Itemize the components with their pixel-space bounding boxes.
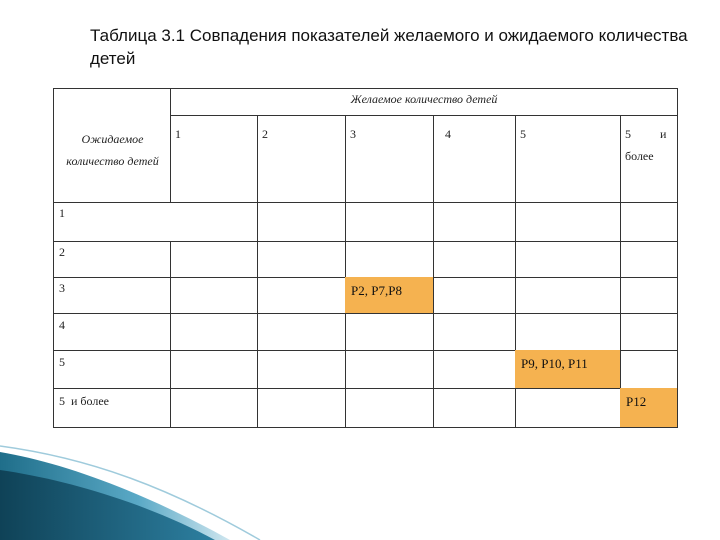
row-label: 5 bbox=[59, 355, 65, 369]
row-label: 2 bbox=[59, 245, 65, 259]
expected-count-header: Ожидаемое количество детей bbox=[66, 132, 159, 168]
column-header: 1 bbox=[175, 127, 181, 141]
row-label: 4 bbox=[59, 318, 65, 332]
row-label: 3 bbox=[59, 281, 65, 295]
table-title: Таблица 3.1 Совпадения показателей желаемого и ожидаемого количества детей bbox=[90, 26, 688, 68]
highlight-text: P2, P7,P8 bbox=[351, 283, 402, 298]
column-header: 2 bbox=[262, 127, 268, 141]
row-label: 1 bbox=[59, 206, 65, 220]
column-header-last: и bbox=[660, 127, 667, 141]
swoosh-shape bbox=[0, 470, 215, 540]
column-header-last: более bbox=[625, 149, 654, 163]
highlight-text: P12 bbox=[626, 394, 647, 409]
column-header-last: 5 bbox=[625, 127, 631, 141]
desired-count-header: Желаемое количество детей bbox=[350, 92, 498, 106]
row-label: 5 и более bbox=[59, 394, 110, 408]
column-header: 3 bbox=[350, 127, 356, 141]
highlight-text: P9, P10, P11 bbox=[521, 356, 588, 371]
column-header: 4 bbox=[445, 127, 451, 141]
column-header: 5 bbox=[520, 127, 526, 141]
